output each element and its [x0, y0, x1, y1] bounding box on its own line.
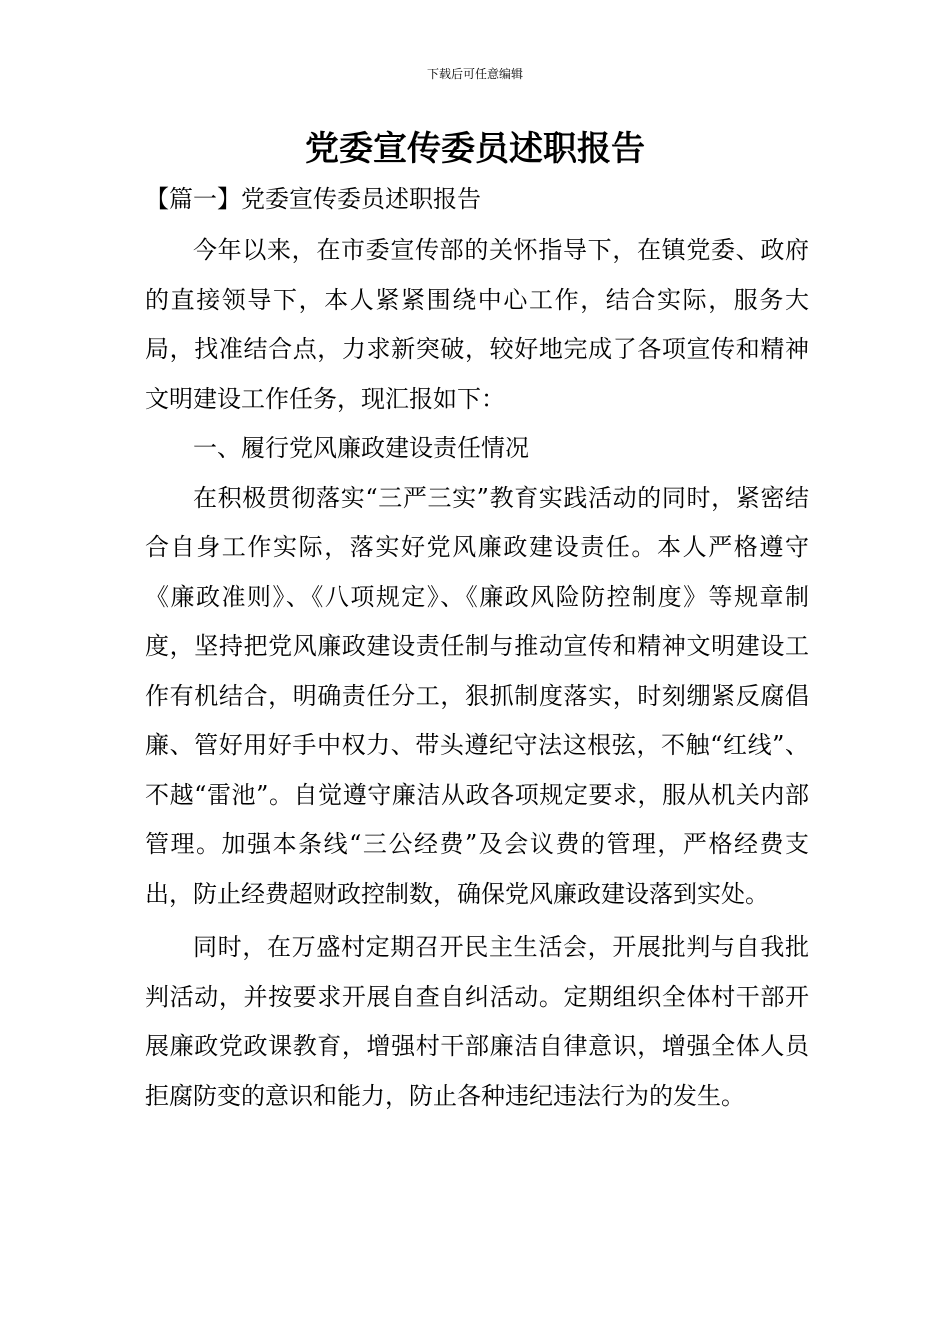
document-title: 党委宣传委员述职报告	[305, 129, 645, 169]
paragraph-village-meetings: 同时，在万盛村定期召开民主生活会，开展批判与自我批判活动，并按要求开展自查自纠活动。定期组织全体村干部开展廉政党政课教育，增强村干部廉洁自律意识，增强全体人员拒腐防变的意识和能力，防止各种违纪违法行为的发生。	[145, 933, 809, 1110]
section-heading: 【篇一】党委宣传委员述职报告	[145, 185, 481, 213]
paragraph-subheading: 一、履行党风廉政建设责任情况	[193, 434, 529, 462]
paragraph-responsibility: 在积极贯彻落实“三严三实”教育实践活动的同时，紧密结合自身工作实际，落实好党风廉政建设责任。本人严格遵守《廉政准则》、《八项规定》、《廉政风险防控制度》等规章制度，坚持把党风廉政建设责任制与推动宣传和精神文明建设工作有机结合，明确责任分工，狠抓制度落实，时刻绷紧反腐倡廉、管好用好手中权力、带头遵纪守法这根弦，不触“红线”、不越“雷池”。自觉遵守廉洁从政各项规定要求，服从机关内部管理。加强本条线“三公经费”及会议费的管理，严格经费支出，防止经费超财政控制数，确保党风廉政建设落到实处。	[145, 483, 809, 908]
header-note: 下载后可任意编辑	[426, 67, 523, 81]
paragraph-intro: 今年以来，在市委宣传部的关怀指导下，在镇党委、政府的直接领导下，本人紧紧围绕中心工作，结合实际，服务大局，找准结合点，力求新突破，较好地完成了各项宣传和精神文明建设工作任务，现汇报如下：	[145, 236, 809, 413]
document-body	[145, 226, 809, 1121]
